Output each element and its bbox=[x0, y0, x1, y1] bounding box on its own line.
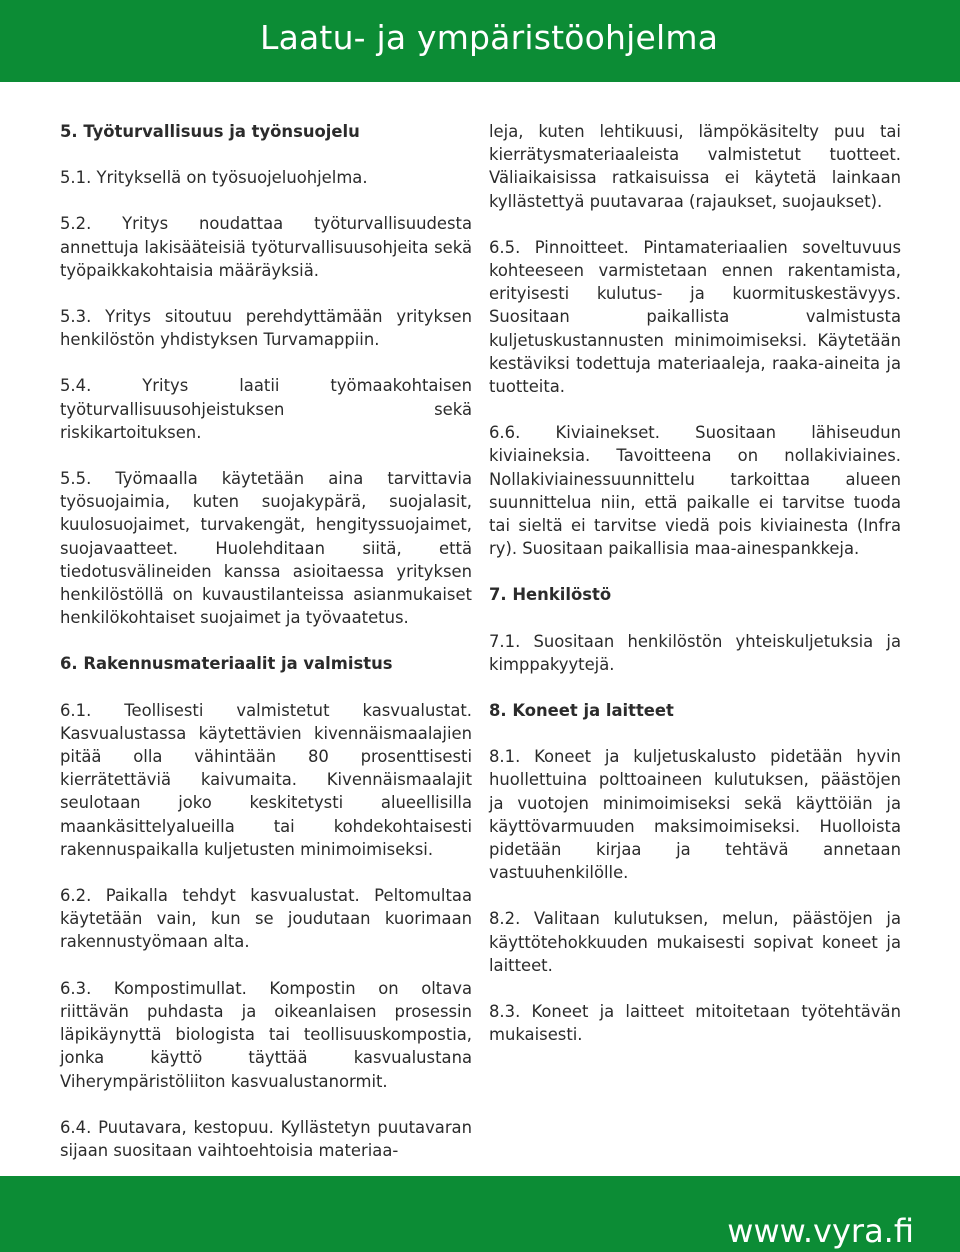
paragraph-6-3: 6.3. Kompostimullat. Kompostin on oltava riittävän puhdasta ja oikeanlaisen prosessin läpikäynyttä biologista tai teollisuuskompostia, jonka käyttö täyttää kasvualustana Viherympäristöliiton kasvualustanormit. bbox=[60, 978, 472, 1091]
website-url[interactable]: www.vyra.fi bbox=[727, 1212, 914, 1250]
paragraph-8-1: 8.1. Koneet ja kuljetuskalusto pidetään hyvin huollettuina polttoaineen kulutuksen, päästöjen ja vuotojen minimoimiseksi sekä käyttöiän ja käyttövarmuuden maksimoimiseksi. Huolloista pidetään kirjaa ja tehtävä annetaan vastuuhenkilölle. bbox=[489, 747, 901, 883]
paragraph-6-6: 6.6. Kiviainekset. Suositaan lähiseudun kiviaineksia. Tavoitteena on nollakiviaines. Nollakiviainessuunnittelu tarkoittaa alueen suunnittelua niin, että paikalle ei tarvitse tuoda tai sieltä ei tarvitse viedä pois kiviainesta (Infra ry). Suositaan paikallisia maa-ainespankkeja. bbox=[489, 423, 901, 559]
paragraph-5-5: 5.5. Työmaalla käytetään aina tarvittavia työsuojaimia, kuten suojakypärä, suojalasit, kuulosuojaimet, turvakengät, hengityssuojaimet, suojavaatteet. Huolehditaan siitä, että tiedotusvälineiden kanssa asioitaessa yrityksen henkilöstöllä on kuvaustilanteissa asianmukaiset henkilökohtaiset suojaimet ja työvaatetus. bbox=[60, 469, 472, 628]
right-column bbox=[489, 120, 901, 1070]
paragraph-6-2: 6.2. Paikalla tehdyt kasvualustat. Peltomultaa käytetään vain, kun se joudutaan kuorimaan rakennustyömaan alta. bbox=[60, 886, 472, 952]
paragraph-5-2: 5.2. Yritys noudattaa työturvallisuudesta annettuja lakisääteisiä työturvallisuusohjeita sekä työpaikkakohtaisia määräyksiä. bbox=[60, 214, 472, 280]
paragraph-6-5: 6.5. Pinnoitteet. Pintamateriaalien soveltuvuus kohteeseen varmistetaan ennen rakentamista, erityisesti kulutus- ja kuormituskestävyys. Suositaan paikallista valmistusta kuljetuskustannusten minimoimiseksi. Käytetään kestäviksi todettuja materiaaleja, raaka-aineita ja tuotteita. bbox=[489, 237, 901, 397]
paragraph-6-4-continued: leja, kuten lehtikuusi, lämpökäsitelty puu tai kierrätysmateriaaleista valmistetut tuotteet. Väliaikaisissa ratkaisuissa ei käytetä lainkaan kyllästettyä puutavaraa (rajaukset, suojaukset). bbox=[489, 122, 901, 211]
section-heading-7: 7. Henkilöstö bbox=[489, 585, 612, 605]
paragraph-6-1: 6.1. Teollisesti valmistetut kasvualustat. Kasvualustassa käytettävien kivennäismaalajien pitää olla vähintään 80 prosenttisesti kierrätettäviä kaivumaita. Kivennäismaalajit seulotaan joko keskitetysti alueellisilla maankäsittelyalueilla tai kohdekohtaisesti rakennuspaikalla kuljetusten minimoimiseksi. bbox=[60, 700, 472, 859]
page-header bbox=[0, 0, 960, 82]
paragraph-8-2: 8.2. Valitaan kulutuksen, melun, päästöjen ja käyttötehokkuuden mukaisesti sopivat koneet ja laitteet. bbox=[489, 909, 901, 975]
paragraph-6-4: 6.4. Puutavara, kestopuu. Kyllästetyn puutavaran sijaan suositaan vaihtoehtoisia materiaa- bbox=[60, 1117, 472, 1160]
page-footer bbox=[0, 1176, 960, 1252]
section-heading-8: 8. Koneet ja laitteet bbox=[489, 701, 674, 721]
section-heading-6: 6. Rakennusmateriaalit ja valmistus bbox=[60, 654, 393, 674]
paragraph-5-1: 5.1. Yrityksellä on työsuojeluohjelma. bbox=[60, 168, 368, 188]
paragraph-5-3: 5.3. Yritys sitoutuu perehdyttämään yrityksen henkilöstön yhdistyksen Turvamappiin. bbox=[60, 307, 472, 350]
paragraph-5-4: 5.4. Yritys laatii työmaakohtaisen työturvallisuusohjeistuksen sekä riskikartoituksen. bbox=[60, 376, 472, 442]
paragraph-7-1: 7.1. Suositaan henkilöstön yhteiskuljetuksia ja kimppakyytejä. bbox=[489, 631, 901, 674]
left-column bbox=[60, 120, 472, 1162]
paragraph-8-3: 8.3. Koneet ja laitteet mitoitetaan työtehtävän mukaisesti. bbox=[489, 1002, 901, 1045]
page-title: Laatu- ja ympäristöohjelma bbox=[260, 18, 719, 57]
section-heading-5: 5. Työturvallisuus ja työnsuojelu bbox=[60, 122, 360, 141]
